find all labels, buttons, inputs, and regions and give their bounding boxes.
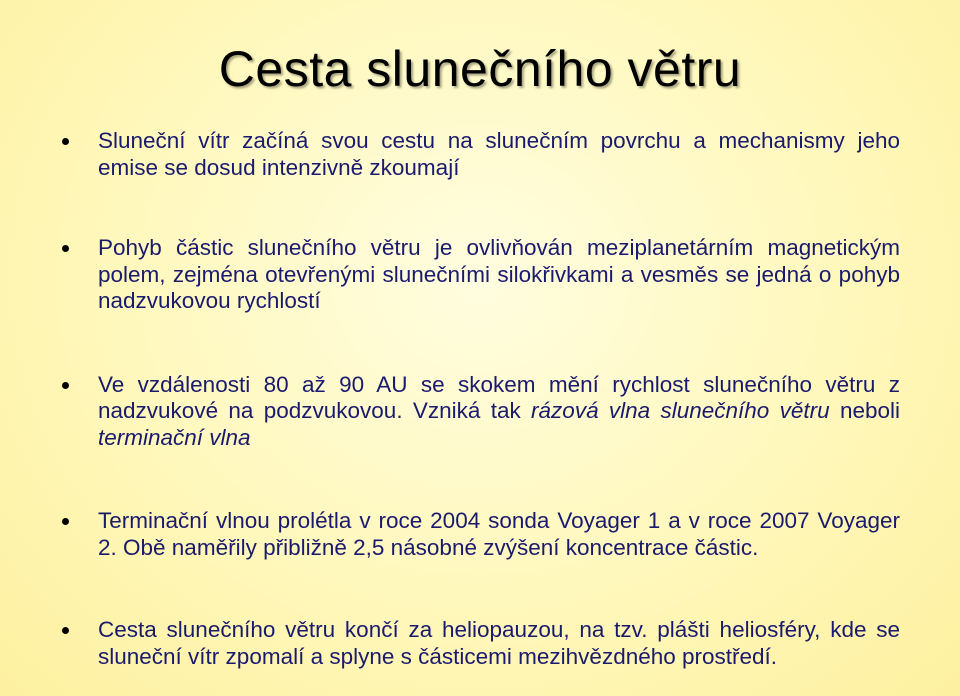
bullet-item [60,508,900,561]
bullet-dot-icon [62,245,69,252]
bullet-item [60,235,900,315]
bullet-dot-icon [62,138,69,145]
bullet-item [60,617,900,670]
bullet-dot-icon [62,518,69,525]
emphasis-term: rázová vlna slunečního větru [531,398,830,423]
bullet-item [60,128,900,181]
bullet-text: Sluneční vítr začíná svou cestu na slunečním povrchu a mechanismy jeho emise se dosud intenzivně zkoumají [98,128,900,180]
slide-title: Cesta slunečního větru [218,41,742,97]
bullet-item [60,372,900,452]
bullet-text: Terminační vlnou prolétla v roce 2004 sonda Voyager 1 a v roce 2007 Voyager 2. Obě naměřily přibližně 2,5 násobné zvýšení koncentrace částic. [98,508,900,560]
bullet-text: Ve vzdálenosti 80 až 90 AU se skokem mění rychlost slunečního větru z nadzvukové na podzvukovou. Vzniká tak [98,371,900,423]
bullet-dot-icon [62,627,69,634]
bullet-list [60,128,900,670]
bullet-text: Pohyb částic slunečního větru je ovlivňován meziplanetárním magnetickým polem, zejména otevřenými slunečními silokřivkami a vesměs se jedná o pohyb nadzvukovou rychlostí [98,235,900,313]
bullet-dot-icon [62,382,69,389]
bullet-text: Cesta slunečního větru končí za heliopauzou, na tzv. plášti heliosféry, kde se sluneční vítr zpomalí a splyne s částicemi mezihvězdného prostředí. [98,617,900,669]
bullet-text: neboli [829,398,900,423]
emphasis-term: terminační vlna [98,424,251,450]
